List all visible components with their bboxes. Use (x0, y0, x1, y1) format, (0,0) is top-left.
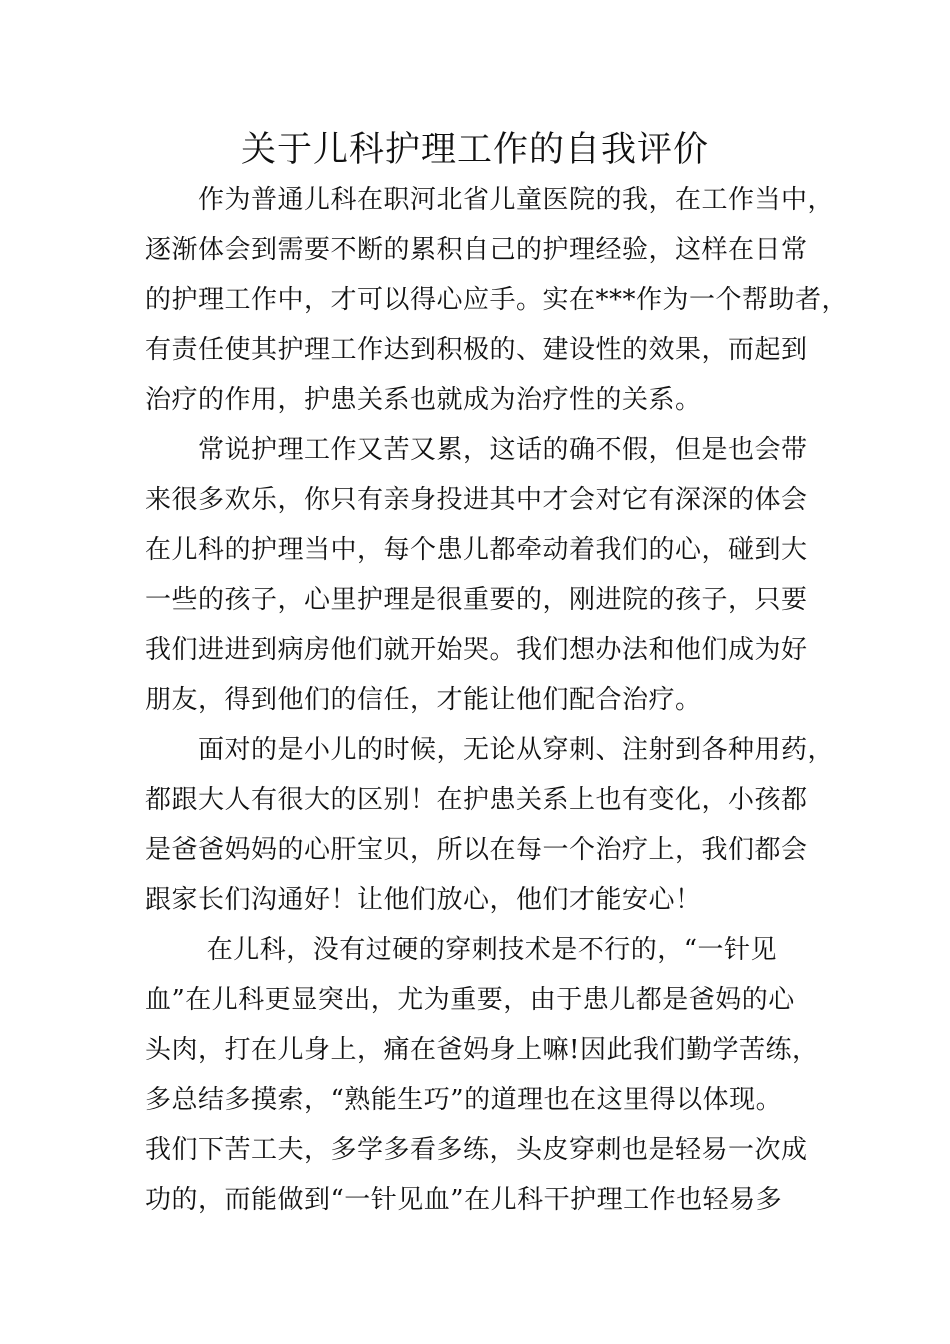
text-line: 头肉，打在儿身上，痛在爸妈身上嘛!因此我们勤学苦练， (145, 1035, 819, 1065)
text-line: 在儿科的护理当中，每个患儿都牵动着我们的心，碰到大 (145, 535, 808, 565)
text-line: 跟家长们沟通好！让他们放心，他们才能安心！ (145, 885, 702, 915)
text-line: 是爸爸妈妈的心肝宝贝，所以在每一个治疗上，我们都会 (145, 835, 808, 865)
document-title: 关于儿科护理工作的自我评价 (240, 130, 709, 170)
text-line: 一些的孩子，心里护理是很重要的，刚进院的孩子，只要 (145, 585, 808, 615)
text-line: 治疗的作用，护患关系也就成为治疗性的关系。 (145, 385, 702, 415)
text-line: 来很多欢乐，你只有亲身投进其中才会对它有深深的体会 (145, 485, 808, 515)
text-line: 血”在儿科更显突出，尤为重要，由于患儿都是爸妈的心 (145, 985, 795, 1015)
text-line: 多总结多摸索，“熟能生巧”的道理也在这里得以体现。 (145, 1085, 783, 1115)
text-line: 在儿科，没有过硬的穿刺技术是不行的，“一针见 (145, 935, 778, 965)
text-line: 常说护理工作又苦又累，这话的确不假，但是也会带 (145, 435, 808, 465)
text-line: 我们进进到病房他们就开始哭。我们想办法和他们成为好 (145, 635, 808, 665)
text-line: 功的，而能做到“一针见血”在儿科干护理工作也轻易多 (145, 1185, 783, 1215)
text-line: 有责任使其护理工作达到积极的、建设性的效果，而起到 (145, 335, 808, 365)
text-line: 作为普通儿科在职河北省儿童医院的我，在工作当中， (145, 185, 835, 215)
text-line: 我们下苦工夫，多学多看多练，头皮穿刺也是轻易一次成 (145, 1135, 808, 1165)
text-line: 朋友，得到他们的信任，才能让他们配合治疗。 (145, 685, 702, 715)
text-line: 逐渐体会到需要不断的累积自己的护理经验，这样在日常 (145, 235, 808, 265)
text-line: 都跟大人有很大的区别！在护患关系上也有变化，小孩都 (145, 785, 808, 815)
text-line: 的护理工作中，才可以得心应手。实在***作为一个帮助者， (145, 285, 849, 315)
text-line: 面对的是小儿的时候，无论从穿刺、注射到各种用药， (145, 735, 835, 765)
